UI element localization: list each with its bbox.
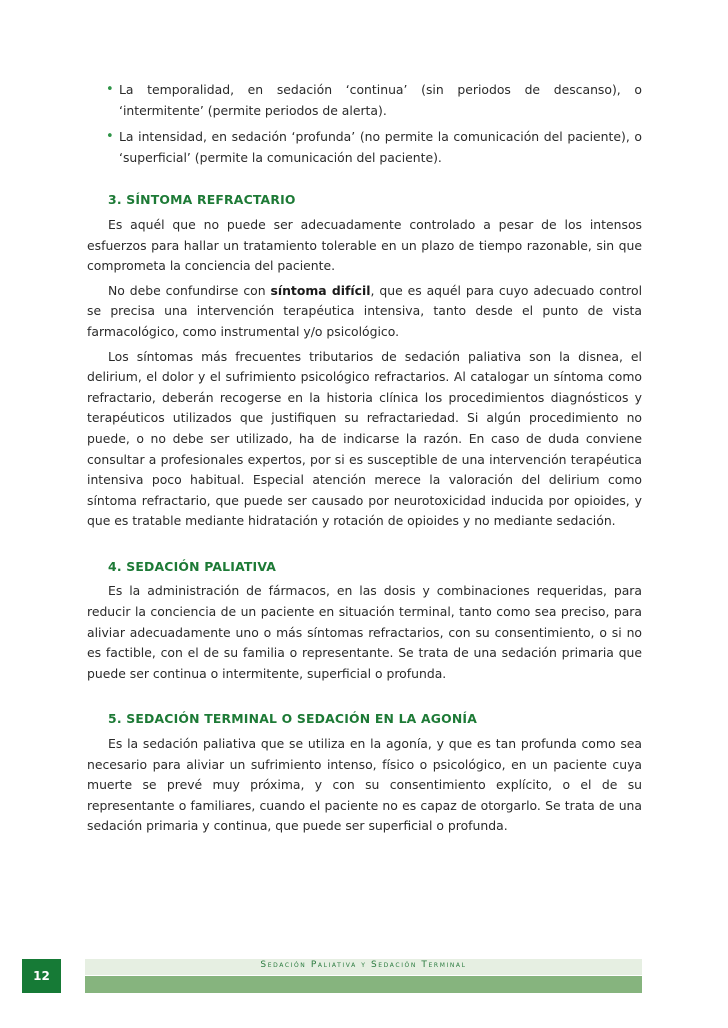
bullet-text: La temporalidad, en sedación ‘continua’ (sin periodos de descanso), o ‘intermitente’ (permite periodos de alerta). <box>119 82 642 118</box>
list-item <box>87 80 642 121</box>
paragraph-text: , que es aquél para cuyo adecuado control se precisa una intervención terapéutica intensiva, tanto desde el punto de vista farmacológico, como instrumental y/o psicológico. <box>87 282 643 339</box>
bullet-icon: • <box>106 129 114 145</box>
paragraph-text: No debe confundirse con <box>108 282 271 298</box>
paragraph: Es aquél que no puede ser adecuadamente controlado a pesar de los intensos esfuerzos para hallar un tratamiento tolerable en un plazo de tiempo razonable, sin que comprometa la conciencia del paciente. <box>87 216 642 274</box>
bullet-text: La intensidad, en sedación ‘profunda’ (no permite la comunicación del paciente), o ‘superficial’ (permite la comunicación del paciente). <box>119 129 642 165</box>
section-sedacion-paliativa <box>87 557 642 685</box>
bullet-list <box>87 80 642 168</box>
page-body <box>87 80 642 862</box>
paragraph <box>87 281 642 343</box>
section-heading: 5. SEDACIÓN TERMINAL O SEDACIÓN EN LA AGONÍA <box>108 711 478 727</box>
footer-band-green <box>85 976 642 993</box>
section-heading: 3. SÍNTOMA REFRACTARIO <box>108 192 296 208</box>
paragraph: Los síntomas más frecuentes tributarios de sedación paliativa son la disnea, el delirium, el dolor y el sufrimiento psicológico refractarios. Al catalogar un síntoma como refractario, deberán recogerse en la historia clínica los procedimientos diagnósticos y terapéuticos utilizados que justifiquen su refractariedad. Si algún procedimiento no puede, o no debe ser utilizado, ha de indicarse la razón. En caso de duda conviene consultar a profesionales expertos, por si es susceptible de una intervención terapéutica intensiva poco habitual. Especial atención merece la valoración del delirium como síntoma refractario, que puede ser causado por neurotoxicidad inducida por opioides, y que es tratable mediante hidratación y rotación de opioides y no mediante sedación. <box>87 348 642 529</box>
paragraph: Es la administración de fármacos, en las dosis y combinaciones requeridas, para reducir la conciencia de un paciente en situación terminal, tanto como sea preciso, para aliviar adecuadamente uno o más síntomas refractarios, con su consentimiento, o si no es factible, con el de su familia o representante. Se trata de una sedación primaria que puede ser continua o intermitente, superficial o profunda. <box>87 583 642 681</box>
section-sedacion-terminal <box>87 709 642 837</box>
running-title: Sedación Paliativa y Sedación Terminal <box>260 960 467 970</box>
section-sintoma-refractario <box>87 190 642 532</box>
section-heading: 4. SEDACIÓN PALIATIVA <box>108 558 277 574</box>
bullet-icon: • <box>106 82 114 97</box>
bold-term: síntoma difícil <box>270 282 371 298</box>
page-number: 12 <box>22 959 61 993</box>
paragraph: Es la sedación paliativa que se utiliza en la agonía, y que es tan profunda como sea necesario para aliviar un sufrimiento intenso, físico o psicológico, en un paciente cuya muerte se prevé muy próxima, y con su consentimiento explícito, o el de su representante o familiares, cuando el paciente no es capaz de otorgarlo. Se trata de una sedación primaria y continua, que puede ser superficial o profunda. <box>87 736 642 834</box>
list-item <box>87 127 642 168</box>
